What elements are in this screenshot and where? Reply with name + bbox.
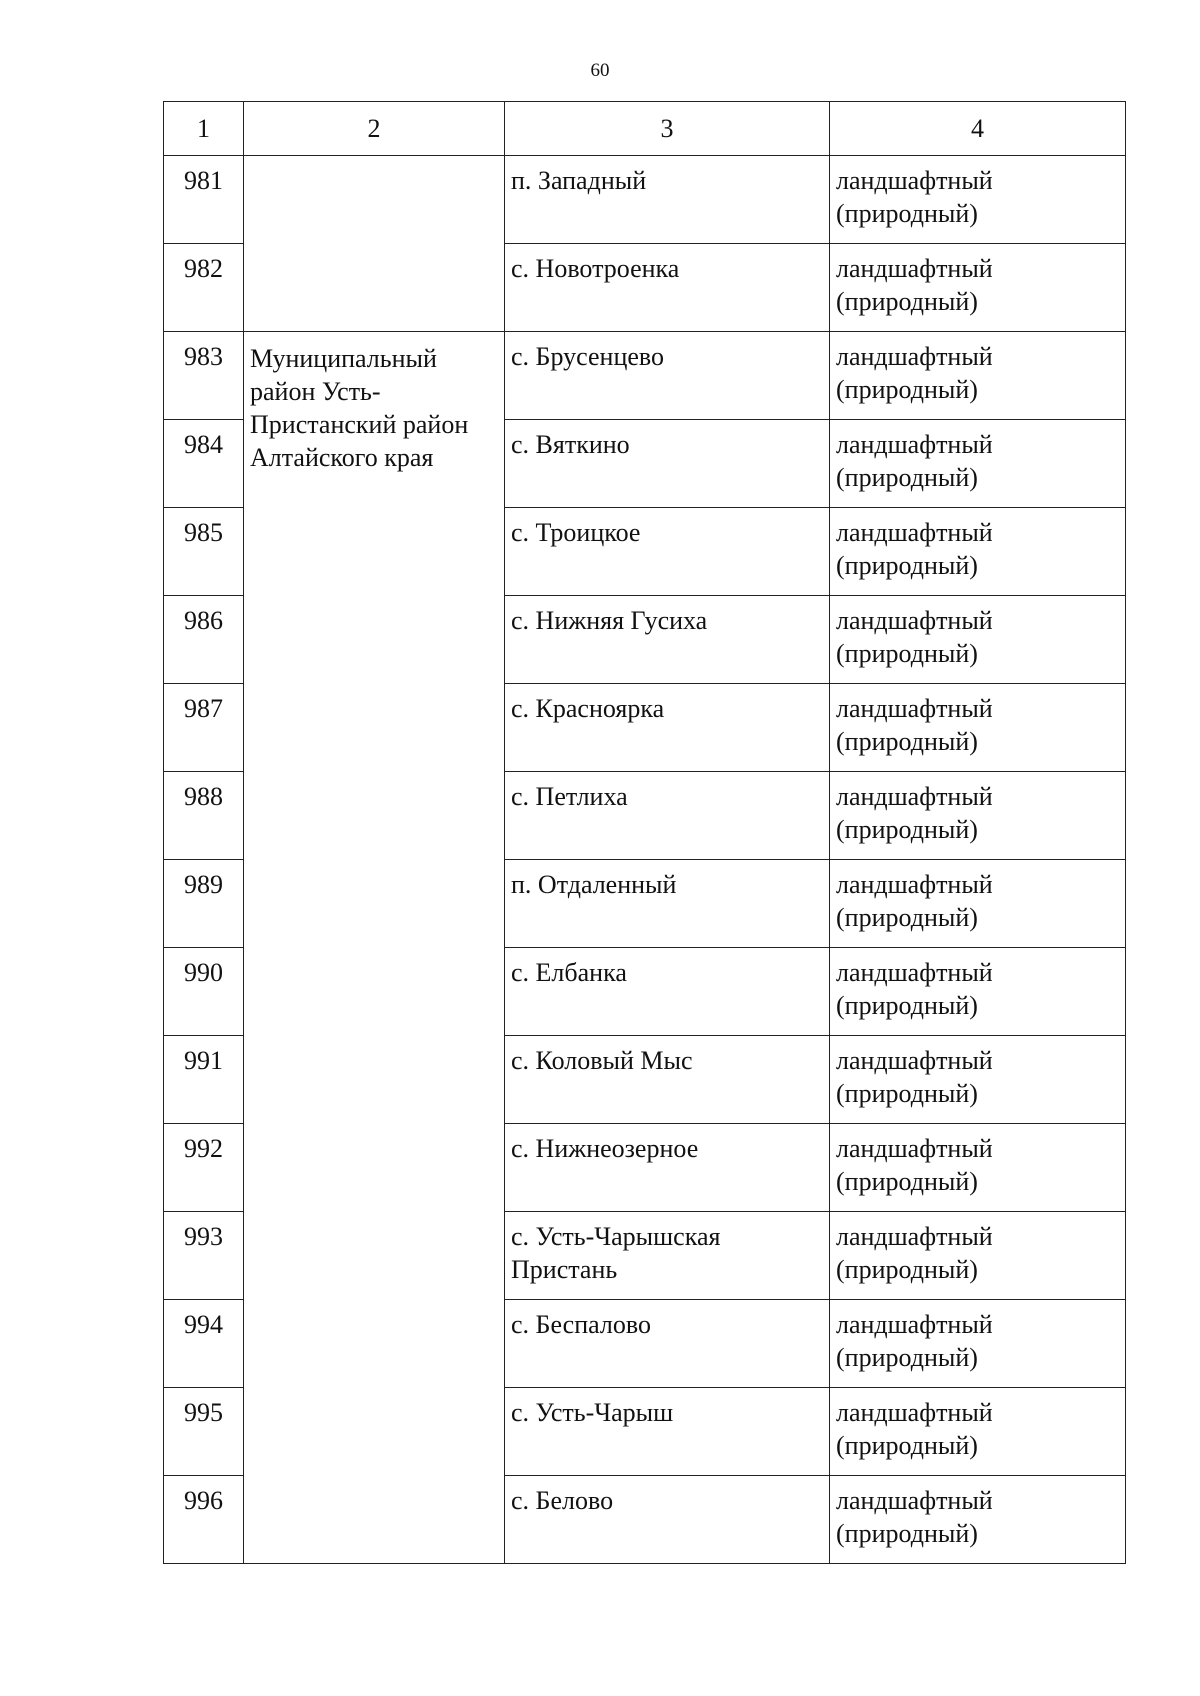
row-number: 981 [164, 156, 244, 244]
settlement-name: с. Беспалово [505, 1300, 830, 1388]
settlement-name: с. Елбанка [505, 948, 830, 1036]
table-body [164, 156, 1126, 1564]
settlement-name: с. Усть-Чарышская Пристань [505, 1212, 830, 1300]
landscape-type: ландшафтный (природный) [830, 1388, 1126, 1476]
settlement-name: с. Вяткино [505, 420, 830, 508]
landscape-type: ландшафтный (природный) [830, 508, 1126, 596]
landscape-type: ландшафтный (природный) [830, 772, 1126, 860]
settlement-name: п. Западный [505, 156, 830, 244]
landscape-type: ландшафтный (природный) [830, 860, 1126, 948]
settlement-name: с. Белово [505, 1476, 830, 1564]
district-cell-empty [244, 156, 505, 332]
page-number: 60 [590, 60, 610, 81]
row-number: 985 [164, 508, 244, 596]
settlement-name: с. Красноярка [505, 684, 830, 772]
landscape-type: ландшафтный (природный) [830, 684, 1126, 772]
row-number: 989 [164, 860, 244, 948]
header-col-2: 2 [244, 102, 505, 156]
landscape-type: ландшафтный (природный) [830, 596, 1126, 684]
landscape-type: ландшафтный (природный) [830, 948, 1126, 1036]
row-number: 994 [164, 1300, 244, 1388]
settlement-name: с. Новотроенка [505, 244, 830, 332]
row-number: 986 [164, 596, 244, 684]
settlement-name: п. Отдаленный [505, 860, 830, 948]
settlements-table [163, 101, 1126, 1564]
header-row [164, 102, 1126, 156]
settlement-name: с. Троицкое [505, 508, 830, 596]
table-header [164, 102, 1126, 156]
landscape-type: ландшафтный (природный) [830, 156, 1126, 244]
header-col-1: 1 [164, 102, 244, 156]
settlement-name: с. Нижнеозерное [505, 1124, 830, 1212]
row-number: 991 [164, 1036, 244, 1124]
row-number: 988 [164, 772, 244, 860]
row-number: 982 [164, 244, 244, 332]
settlement-name: с. Усть-Чарыш [505, 1388, 830, 1476]
landscape-type: ландшафтный (природный) [830, 1300, 1126, 1388]
header-col-4: 4 [830, 102, 1126, 156]
row-number: 987 [164, 684, 244, 772]
row-number: 993 [164, 1212, 244, 1300]
landscape-type: ландшафтный (природный) [830, 1212, 1126, 1300]
header-col-3: 3 [505, 102, 830, 156]
settlement-name: с. Коловый Мыс [505, 1036, 830, 1124]
landscape-type: ландшафтный (природный) [830, 1036, 1126, 1124]
row-number: 995 [164, 1388, 244, 1476]
row-number: 983 [164, 332, 244, 420]
settlement-name: с. Брусенцево [505, 332, 830, 420]
row-number: 996 [164, 1476, 244, 1564]
table-row [164, 156, 1126, 244]
landscape-type: ландшафтный (природный) [830, 420, 1126, 508]
row-number: 990 [164, 948, 244, 1036]
settlement-name: с. Нижняя Гусиха [505, 596, 830, 684]
landscape-type: ландшафтный (природный) [830, 1124, 1126, 1212]
row-number: 984 [164, 420, 244, 508]
landscape-type: ландшафтный (природный) [830, 1476, 1126, 1564]
settlement-name: с. Петлиха [505, 772, 830, 860]
row-number: 992 [164, 1124, 244, 1212]
landscape-type: ландшафтный (природный) [830, 332, 1126, 420]
landscape-type: ландшафтный (природный) [830, 244, 1126, 332]
table-row [164, 332, 1126, 420]
district-name: Муниципальный район Усть-Пристанский район Алтайского края [244, 332, 505, 1564]
